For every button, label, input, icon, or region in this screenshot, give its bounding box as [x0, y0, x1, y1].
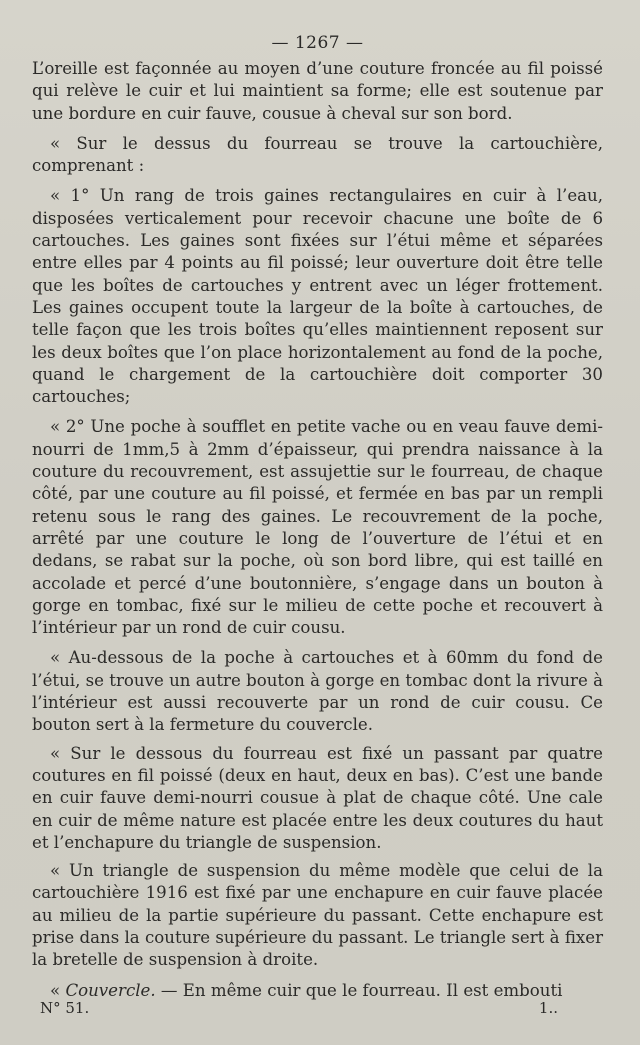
page-footer — [40, 998, 558, 1018]
signature-mark: N° 51. — [40, 999, 90, 1017]
body-text — [32, 58, 603, 1002]
paragraph-bouton: « Au-dessous de la poche à cartouches et à 60mm du fond de l’étui, se trouve un autre bouton à gorge en tombac dont la rivure à l’intérieur est aussi recouverte par un rond de cuir cousu. Ce bouton sert à la fermeture du couvercle. — [32, 648, 603, 735]
paragraph-oreille: L’oreille est façonnée au moyen d’une couture froncée au fil poissé qui relève le cuir et lui maintient sa forme; elle est soutenue par une bordure en cuir fauve, cousue à cheval sur son bord. — [32, 59, 603, 123]
sheet-mark: 1.. — [538, 999, 558, 1017]
paragraph-passant: « Sur le dessous du fourreau est fixé un passant par quatre coutures en fil poissé (deux en haut, deux en bas). C’est une bande en cuir fauve demi-nourri cousue à plat de chaque côté. Une cale en cuir de même nature est placée entre les deux coutures du haut et l’enchapure du triangle de suspension. — [32, 743, 603, 852]
paragraph-gaines: « 1° Un rang de trois gaines rectangulaires en cuir à l’eau, disposées verticalement pour recevoir chacune une boîte de 6 cartouches. Les gaines sont fixées sur l’étui même et séparées entre elles par 4 points au fil poissé; leur ouverture doit être telle que les boîtes de cartouches y entrent avec un léger frottement. Les gaines occupent toute la largeur de la boîte à cartouches, de telle façon que les trois boîtes qu’elles maintiennent reposent sur les deux boîtes que l’on place horizontalement au fond de la poche, quand le chargement de la cartouchière doit comporter 30 cartouches; — [32, 186, 603, 407]
paragraph-cartouchiere-intro: « Sur le dessus du fourreau se trouve la cartouchière, comprenant : — [32, 133, 603, 176]
paragraph-triangle: « Un triangle de suspension du même modèle que celui de la cartouchière 1916 est fixé par une enchapure en cuir fauve placée au milieu de la partie supérieure du passant. Cette enchapure est prise dans la couture supérieure du passant. Le triangle sert à fixer la bretelle de suspension à droite. — [32, 861, 603, 970]
page-number: — 1267 — — [271, 33, 364, 53]
couvercle-prefix: « — [50, 980, 66, 1000]
couvercle-label: Couvercle. — [65, 980, 156, 1000]
couvercle-text: — En même cuir que le fourreau. Il est embouti — [155, 980, 563, 1000]
paragraph-poche-soufflet: « 2° Une poche à soufflet en petite vache ou en veau fauve demi-nourri de 1mm,5 à 2mm d’épaisseur, qui prendra naissance à la couture du recouvrement, est assujettie sur le fourreau, de chaque côté, par une couture au fil poissé, et fermée en bas par un rempli retenu sous le rang des gaines. Le recouvrement de la poche, arrêté par une couture le long de l’ouverture de l’étui et en dedans, se rabat sur la poche, où son bord libre, qui est taillé en accolade et percé d’une boutonnière, s’engage dans un bouton à gorge en tombac, fixé sur le milieu de cette poche et recouvert à l’intérieur par un rond de cuir cousu. — [32, 417, 603, 638]
